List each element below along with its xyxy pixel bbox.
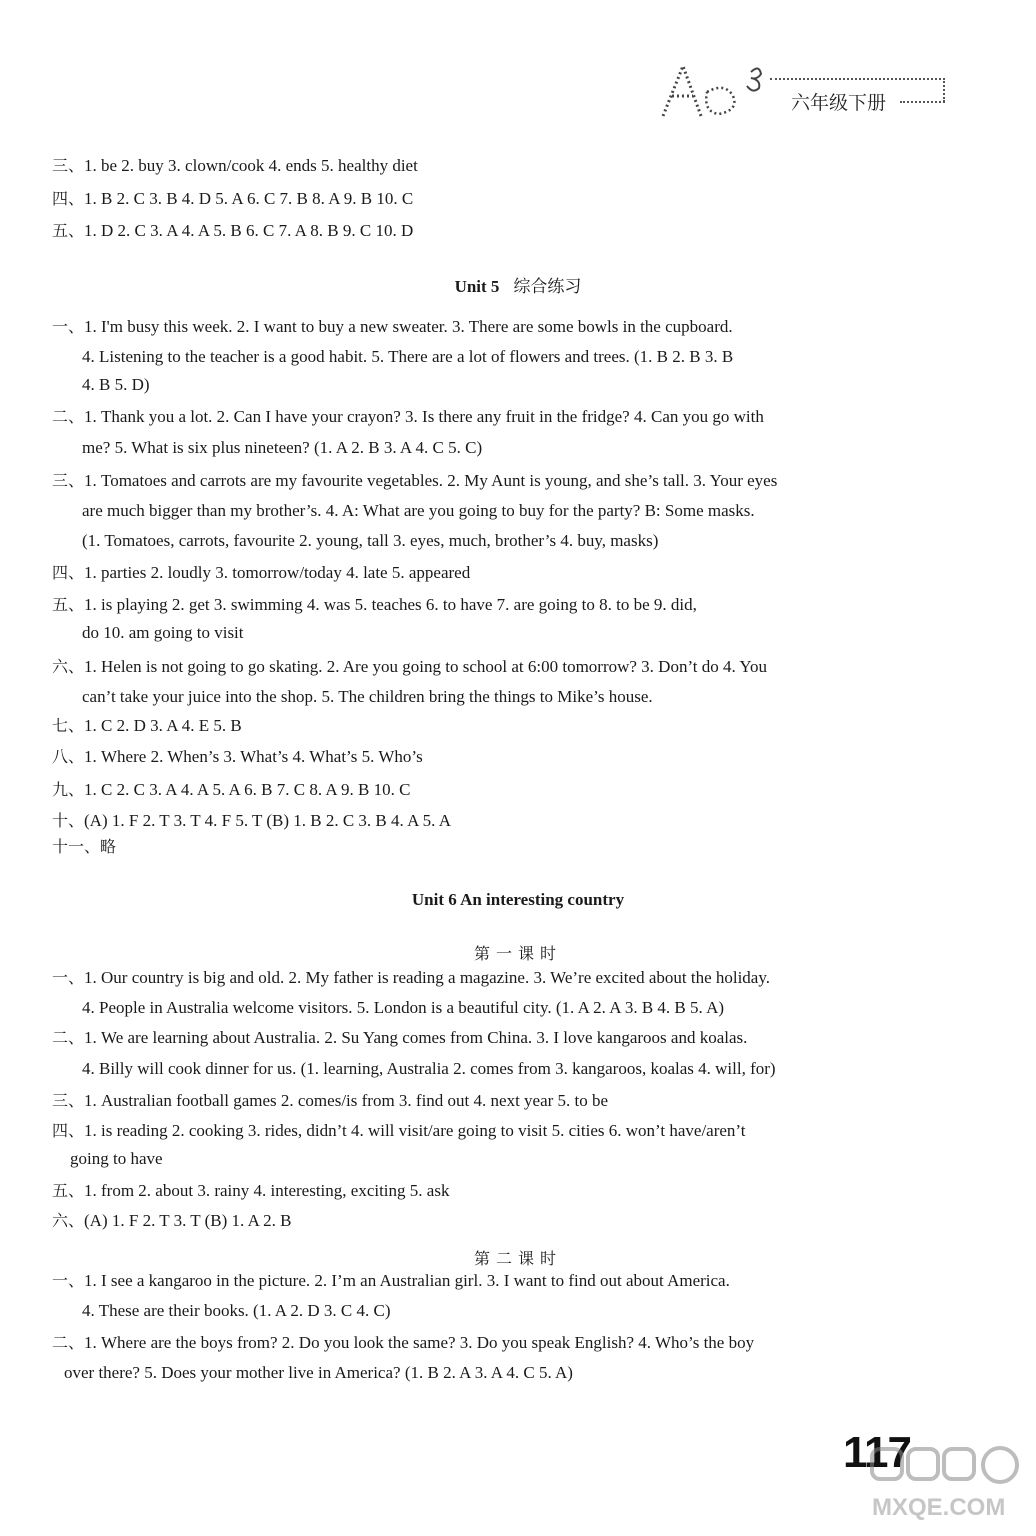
answer-line: can’t take your juice into the shop. 5. The children bring the things to Mike’s house.: [82, 687, 653, 706]
lesson-heading: 第一课时: [473, 944, 562, 963]
header-rule: [770, 78, 945, 80]
answer-line: 八、1. Where 2. When’s 3. What’s 4. What’s 5. Who’s: [52, 747, 423, 766]
answer-line: going to have: [70, 1149, 163, 1168]
unit6-heading: Unit 6 An interesting country: [411, 890, 625, 909]
answer-line: 三、1. be 2. buy 3. clown/cook 4. ends 5. healthy diet: [52, 156, 418, 175]
answer-line: 一、1. I see a kangaroo in the picture. 2. I’m an Australian girl. 3. I want to find out about America.: [52, 1271, 730, 1290]
answer-line: 四、1. parties 2. loudly 3. tomorrow/today 4. late 5. appeared: [52, 563, 471, 582]
answer-line: over there? 5. Does your mother live in America? (1. B 2. A 3. A 4. C 5. A): [64, 1363, 573, 1382]
answer-line: 四、1. B 2. C 3. B 4. D 5. A 6. C 7. B 8. A 9. B 10. C: [52, 189, 414, 208]
answer-line: 二、1. Where are the boys from? 2. Do you look the same? 3. Do you speak English? 4. Who’s the boy: [52, 1333, 755, 1352]
answer-line: 4. Billy will cook dinner for us. (1. learning, Australia 2. comes from 3. kangaroos, koalas 4. will, for): [82, 1059, 776, 1078]
answer-line: 四、1. is reading 2. cooking 3. rides, didn’t 4. will visit/are going to visit 5. cities 6. won’t have/aren’t: [52, 1121, 746, 1140]
answer-line: me? 5. What is six plus nineteen? (1. A 2. B 3. A 4. C 5. C): [82, 438, 483, 457]
watermark-text: MXQE.COM: [872, 1494, 1006, 1521]
answer-line: 4. People in Australia welcome visitors. 5. London is a beautiful city. (1. A 2. A 3. B 4. B 5. A): [82, 998, 725, 1017]
answer-line: (1. Tomatoes, carrots, favourite 2. young, tall 3. eyes, much, brother’s 4. buy, masks): [82, 531, 659, 550]
answer-line: 五、1. from 2. about 3. rainy 4. interesting, exciting 5. ask: [52, 1181, 450, 1200]
answer-line: 十一、略: [52, 837, 117, 856]
answer-line: 4. These are their books. (1. A 2. D 3. C 4. C): [82, 1301, 391, 1320]
answer-line: 五、1. D 2. C 3. A 4. A 5. B 6. C 7. A 8. B 9. C 10. D: [52, 221, 414, 240]
answer-line: 4. Listening to the teacher is a good habit. 5. There are a lot of flowers and trees. (1. B 2. B 3. B: [82, 347, 734, 366]
answer-line: 三、1. Australian football games 2. comes/is from 3. find out 4. next year 5. to be: [52, 1091, 609, 1110]
answer-line: 九、1. C 2. C 3. A 4. A 5. A 6. B 7. C 8. A 9. B 10. C: [52, 780, 411, 799]
grade-label: 六年级下册: [791, 92, 887, 114]
answer-line: 一、1. I'm busy this week. 2. I want to buy a new sweater. 3. There are some bowls in the cupboard.: [52, 317, 733, 336]
answer-line: 三、1. Tomatoes and carrots are my favourite vegetables. 2. My Aunt is young, and she’s tall. 3. Your eyes: [52, 471, 778, 490]
answer-line: 十、(A) 1. F 2. T 3. T 4. F 5. T (B) 1. B 2. C 3. B 4. A 5. A: [52, 811, 452, 830]
watermark-logo: [868, 1445, 1028, 1530]
answer-line: are much bigger than my brother’s. 4. A: What are you going to buy for the party? B: Some masks.: [82, 501, 755, 520]
header-rule-vertical: [943, 78, 945, 102]
answer-line: 4. B 5. D): [82, 375, 150, 394]
answer-line: 五、1. is playing 2. get 3. swimming 4. was 5. teaches 6. to have 7. are going to 8. to be 9. did,: [52, 595, 697, 614]
book-logo: [655, 58, 785, 128]
unit5-heading: Unit 5 综合练习: [454, 277, 582, 297]
answer-line: 六、(A) 1. F 2. T 3. T (B) 1. A 2. B: [52, 1211, 292, 1230]
answer-line: 六、1. Helen is not going to go skating. 2. Are you going to school at 6:00 tomorrow? 3. Don’t do 4. You: [52, 657, 767, 676]
lesson-heading: 第二课时: [473, 1249, 562, 1268]
answer-line: do 10. am going to visit: [82, 623, 244, 642]
answer-line: 一、1. Our country is big and old. 2. My father is reading a magazine. 3. We’re excited about the holiday.: [52, 968, 771, 987]
page-number: 117: [843, 1428, 911, 1477]
answer-line: 七、1. C 2. D 3. A 4. E 5. B: [52, 716, 242, 735]
answer-line: 二、1. Thank you a lot. 2. Can I have your crayon? 3. Is there any fruit in the fridge? 4. Can you go with: [52, 407, 764, 426]
answer-line: 二、1. We are learning about Australia. 2. Su Yang comes from China. 3. I love kangaroos and koalas.: [52, 1028, 748, 1047]
header-rule-lower: [900, 101, 945, 103]
